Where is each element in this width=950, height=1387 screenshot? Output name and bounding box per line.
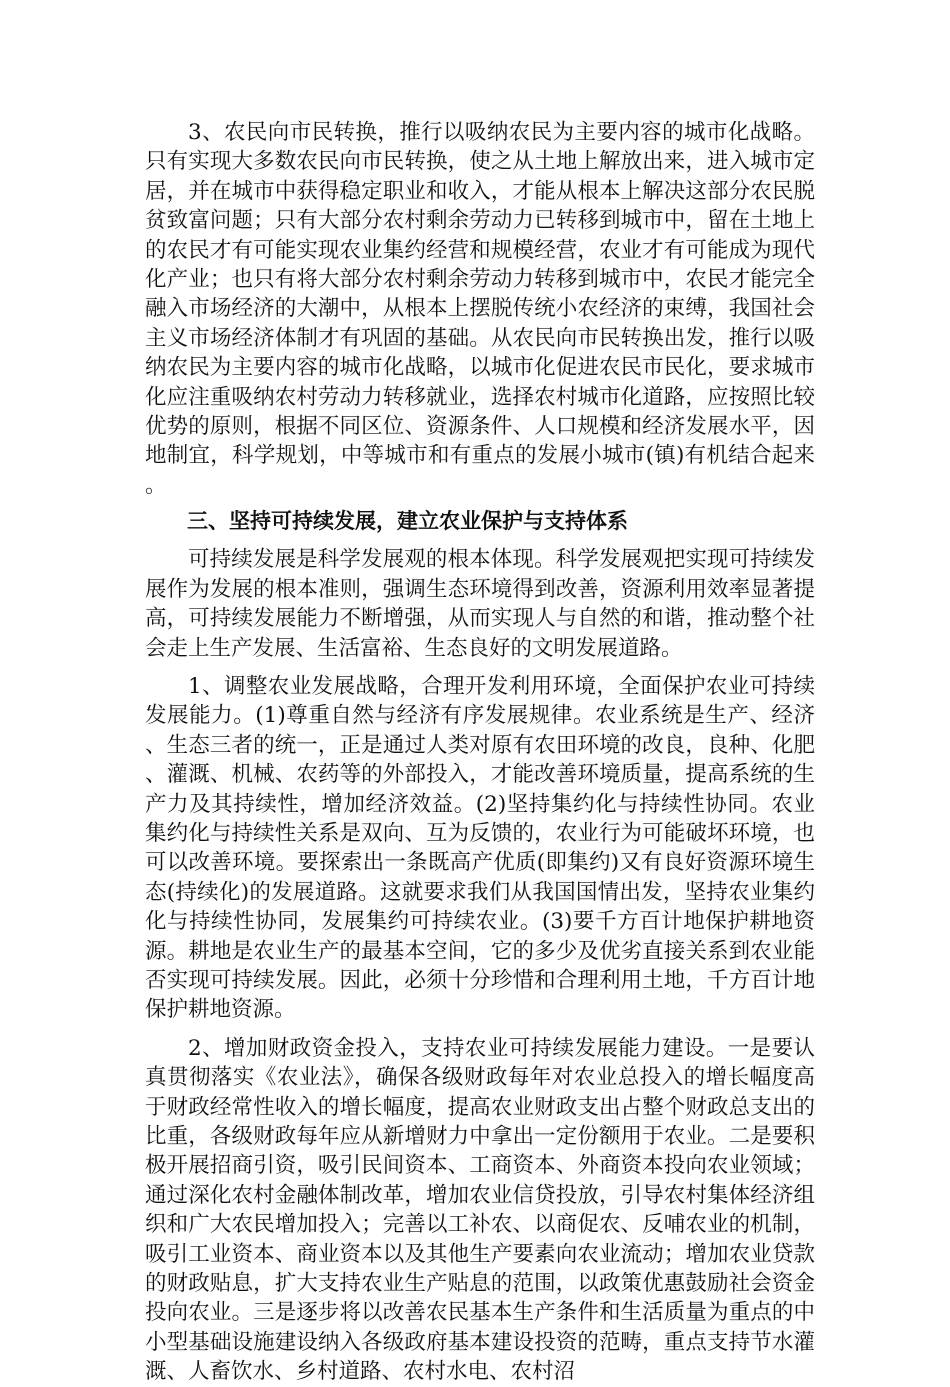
section-heading: 三、坚持可持续发展，建立农业保护与支持体系 — [187, 509, 628, 534]
paragraph-urbanization: 3、农民向市民转换，推行以吸纳农民为主要内容的城市化战略。只有实现大多数农民向市民转换，使之从土地上解放出来，进入城市定居，并在城市中获得稳定职业和收入，才能从根本上解决这部分农民脱贫致富问题；只有大部分农村剩余劳动力已转移到城市中，留在土地上的农民才有可能实现农业集约经营和规模经营，农业才有可能成为现代化产业；也只有将大部分农村剩余劳动力转移到城市中，农民才能完全融入市场经济的大潮中，从根本上摆脱传统小农经济的束缚，我国社会主义市场经济体制才有巩固的基础。从农民向市民转换出发，推行以吸纳农民为主要内容的城市化战略，以城市化促进农民市民化，要求城市化应注重吸纳农村劳动力转移就业，选择农村城市化道路，应按照比较优势的原则，根据不同区位、资源条件、人口规模和经济发展水平，因地制宜，科学规划，中等城市和有重点的发展小城市(镇)有机结合起来。 — [145, 120, 815, 498]
paragraph-sustainable-development: 可持续发展是科学发展观的根本体现。科学发展观把实现可持续发展作为发展的根本准则，强调生态环境得到改善，资源利用效率显著提高，可持续发展能力不断增强，从而实现人与自然的和谐，推动整个社会走上生产发展、生活富裕、生态良好的文明发展道路。 — [145, 547, 815, 661]
document-body — [145, 118, 815, 1387]
paragraph-fiscal-investment: 2、增加财政资金投入，支持农业可持续发展能力建设。一是要认真贯彻落实《农业法》，确保各级财政每年对农业总投入的增长幅度高于财政经常性收入的增长幅度，提高农业财政支出占整个财政总支出的比重，各级财政每年应从新增财力中拿出一定份额用于农业。二是要积极开展招商引资，吸引民间资本、工商资本、外商资本投向农业领域；通过深化农村金融体制改革，增加农业信贷投放，引导农村集体经济组织和广大农民增加投入；完善以工补农、以商促农、反哺农业的机制，吸引工业资本、商业资本以及其他生产要素向农业流动；增加农业贷款的财政贴息，扩大支持农业生产贴息的范围，以政策优惠鼓励社会资金投向农业。三是逐步将以改善农民基本生产条件和生活质量为重点的中小型基础设施建设纳入各级政府基本建设投资的范畴，重点支持节水灌溉、人畜饮水、乡村道路、农村水电、农村沼 — [145, 1035, 815, 1385]
paragraph-agricultural-strategy: 1、调整农业发展战略，合理开发利用环境，全面保护农业可持续发展能力。(1)尊重自然与经济有序发展规律。农业系统是生产、经济、生态三者的统一，正是通过人类对原有农田环境的改良，良种、化肥、灌溉、机械、农药等的外部投入，才能改善环境质量，提高系统的生产力及其持续性，增加经济效益。(2)坚持集约化与持续性协同。农业集约化与持续性关系是双向、互为反馈的，农业行为可能破坏环境，也可以改善环境。要探索出一条既高产优质(即集约)又有良好资源环境生态(持续化)的发展道路。这就要求我们从我国国情出发，坚持农业集约化与持续性协同，发展集约可持续农业。(3)要千方百计地保护耕地资源。耕地是农业生产的最基本空间，它的多少及优劣直接关系到农业能否实现可持续发展。因此，必须十分珍惜和合理利用土地，千方百计地保护耕地资源。 — [145, 673, 815, 1023]
